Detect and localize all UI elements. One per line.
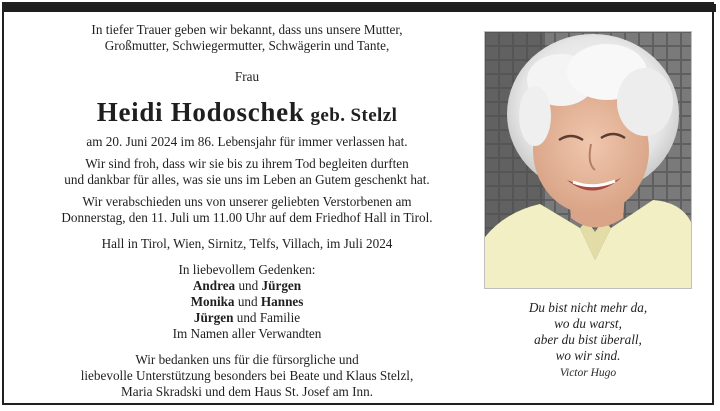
mourner-line — [34, 310, 460, 326]
paragraph-2-line-1: Wir verabschieden uns von unserer geliebten Verstorbenen am — [82, 194, 412, 209]
mourner-connector: und — [235, 278, 262, 293]
thanks-line-1: Wir bedanken uns für die fürsorgliche und — [135, 352, 359, 367]
death-line: am 20. Juni 2024 im 86. Lebensjahr für immer verlassen hat. — [86, 134, 408, 149]
mourner-second: Jürgen — [261, 278, 302, 293]
thanks-line-3: Maria Skradski und dem Haus St. Josef am Inn. — [121, 384, 373, 399]
obituary-text — [34, 14, 460, 400]
maiden-name: geb. Stelzl — [310, 105, 398, 126]
title-word: Frau — [234, 69, 260, 84]
mourner-connector: und — [234, 294, 261, 309]
mourner-first: Monika — [190, 294, 235, 309]
paragraph-1-line-1: Wir sind froh, dass wir sie bis zu ihrem Tod begleiten durften — [85, 156, 409, 171]
mourner-connector: und Familie — [233, 310, 301, 325]
places-date: Hall in Tirol, Wien, Sirnitz, Telfs, Villach, im Juli 2024 — [101, 236, 393, 251]
intro-line-1: In tiefer Trauer geben wir bekannt, dass uns unsere Mutter, — [91, 22, 403, 37]
mourner-second: Hannes — [260, 294, 304, 309]
paragraph-2-line-2: Donnerstag, den 11. Juli um 11.00 Uhr auf dem Friedhof Hall in Tirol. — [61, 210, 433, 225]
thanks-line-2: liebevolle Unterstützung besonders bei Beate und Klaus Stelzl, — [80, 368, 414, 383]
mourner-first: Andrea — [192, 278, 236, 293]
quote-author: Victor Hugo — [559, 367, 617, 379]
portrait-photo — [484, 31, 692, 289]
relatives-line: Im Namen aller Verwandten — [172, 326, 322, 341]
quote-block — [484, 300, 692, 364]
mourner-first: Jürgen — [193, 310, 234, 325]
intro-line-2: Großmutter, Schwiegermutter, Schwägerin und Tante, — [104, 38, 390, 53]
mourners-list — [34, 278, 460, 342]
mourner-line — [34, 278, 460, 294]
quote-line-3: aber du bist überall, — [534, 332, 642, 347]
quote-line-1: Du bist nicht mehr da, — [528, 300, 648, 315]
mourner-line — [34, 294, 460, 310]
top-border-band — [4, 4, 716, 12]
quote-line-4: wo wir sind. — [555, 348, 621, 363]
portrait-illustration — [485, 32, 691, 288]
name-heading — [34, 95, 460, 134]
deceased-name: Heidi Hodoschek — [96, 97, 305, 127]
quote-line-2: wo du warst, — [554, 316, 622, 331]
memorial-heading: In liebevollem Gedenken: — [178, 262, 316, 277]
paragraph-1-line-2: und dankbar für alles, was sie uns im Leben an Gutem geschenkt hat. — [64, 172, 430, 187]
